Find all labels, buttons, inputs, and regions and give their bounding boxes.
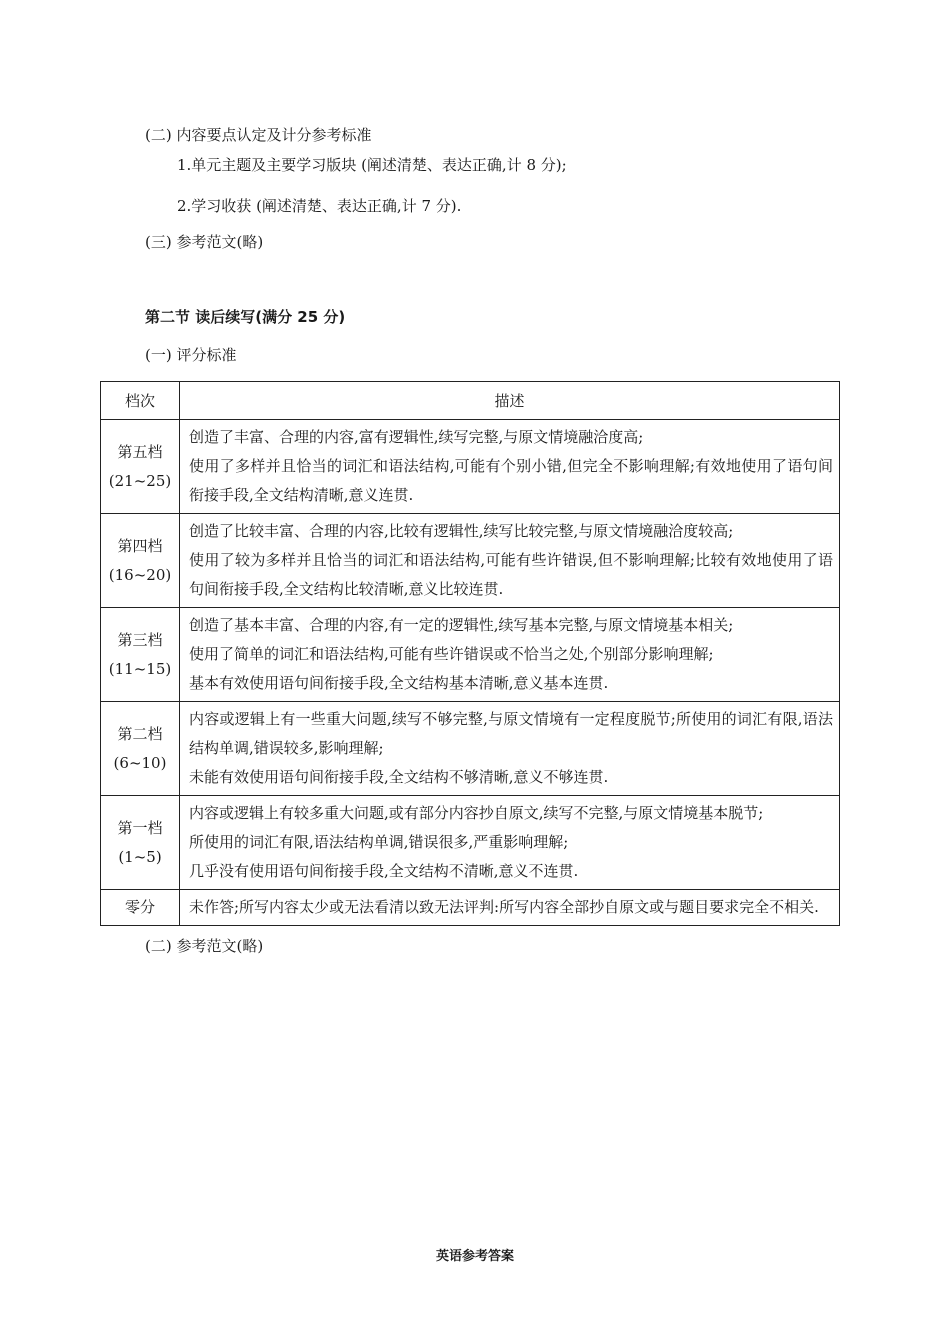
level-name: 第一档 (117, 818, 163, 837)
description-cell (180, 796, 840, 890)
description-cell (180, 702, 840, 796)
description-line: 内容或逻辑上有较多重大问题,或有部分内容抄自原文,续写不完整,与原文情境基本脱节; (189, 804, 764, 822)
description-line: 使用了多样并且恰当的词汇和语法结构,可能有个别小错,但完全不影响理解;有效地使用了语句间衔接手段,全文结构清晰,意义连贯. (189, 457, 833, 504)
section2-heading: 第二节 读后续写(满分 25 分) (145, 308, 346, 326)
description-line: 创造了比较丰富、合理的内容,比较有逻辑性,续写比较完整,与原文情境融洽度较高; (189, 522, 734, 540)
level-cell (101, 514, 180, 608)
description-line: 创造了丰富、合理的内容,富有逻辑性,续写完整,与原文情境融洽度高; (189, 428, 644, 446)
part-b-title: (二) 内容要点认定及计分参考标准 (145, 126, 372, 144)
description-line: 使用了简单的词汇和语法结构,可能有些许错误或不恰当之处,个别部分影响理解; (189, 645, 714, 663)
level-cell (101, 702, 180, 796)
content-point-1: 1.单元主题及主要学习版块 (阐述清楚、表达正确,计 8 分); (177, 156, 567, 174)
description-cell (180, 608, 840, 702)
description-line: 所使用的词汇有限,语法结构单调,错误很多,严重影响理解; (189, 833, 569, 851)
level-range: (16~20) (108, 565, 172, 584)
content-point-2: 2.学习收获 (阐述清楚、表达正确,计 7 分). (177, 197, 462, 215)
page-footer: 英语参考答案 (435, 1249, 514, 1264)
description-line: 几乎没有使用语句间衔接手段,全文结构不清晰,意义不连贯. (189, 862, 579, 880)
table-row (101, 890, 840, 926)
level-name: 第三档 (117, 630, 163, 649)
criteria-title: (一) 评分标准 (145, 346, 237, 364)
description-cell (180, 890, 840, 926)
description-line: 基本有效使用语句间衔接手段,全文结构基本清晰,意义基本连贯. (189, 674, 609, 692)
section2-sample-essay: (二) 参考范文(略) (145, 937, 264, 955)
table-row (101, 420, 840, 514)
table-header-row (101, 382, 840, 420)
level-name: 第四档 (117, 536, 163, 555)
level-cell (101, 796, 180, 890)
level-range: (6~10) (113, 753, 167, 772)
table-row (101, 702, 840, 796)
level-range: (11~15) (108, 659, 172, 678)
grading-table (100, 381, 840, 926)
part-c-sample-essay: (三) 参考范文(略) (145, 233, 264, 251)
level-cell (101, 420, 180, 514)
level-range: (1~5) (118, 847, 162, 866)
level-name: 第二档 (117, 724, 163, 743)
table-row (101, 796, 840, 890)
level-cell (101, 890, 180, 926)
description-line: 未作答;所写内容太少或无法看清以致无法评判:所写内容全部抄自原文或与题目要求完全不相关. (189, 898, 819, 916)
description-line: 内容或逻辑上有一些重大问题,续写不够完整,与原文情境有一定程度脱节;所使用的词汇有限,语法结构单调,错误较多,影响理解; (189, 710, 833, 757)
table-row (101, 608, 840, 702)
header-description: 描述 (180, 382, 840, 420)
level-cell (101, 608, 180, 702)
description-cell (180, 420, 840, 514)
description-line: 使用了较为多样并且恰当的词汇和语法结构,可能有些许错误,但不影响理解;比较有效地使用了语句间衔接手段,全文结构比较清晰,意义比较连贯. (189, 551, 833, 598)
header-level: 档次 (101, 382, 180, 420)
level-name: 零分 (124, 898, 155, 916)
table-row (101, 514, 840, 608)
description-line: 未能有效使用语句间衔接手段,全文结构不够清晰,意义不够连贯. (189, 768, 609, 786)
description-cell (180, 514, 840, 608)
level-range: (21~25) (108, 471, 172, 490)
description-line: 创造了基本丰富、合理的内容,有一定的逻辑性,续写基本完整,与原文情境基本相关; (189, 616, 734, 634)
level-name: 第五档 (117, 442, 163, 461)
